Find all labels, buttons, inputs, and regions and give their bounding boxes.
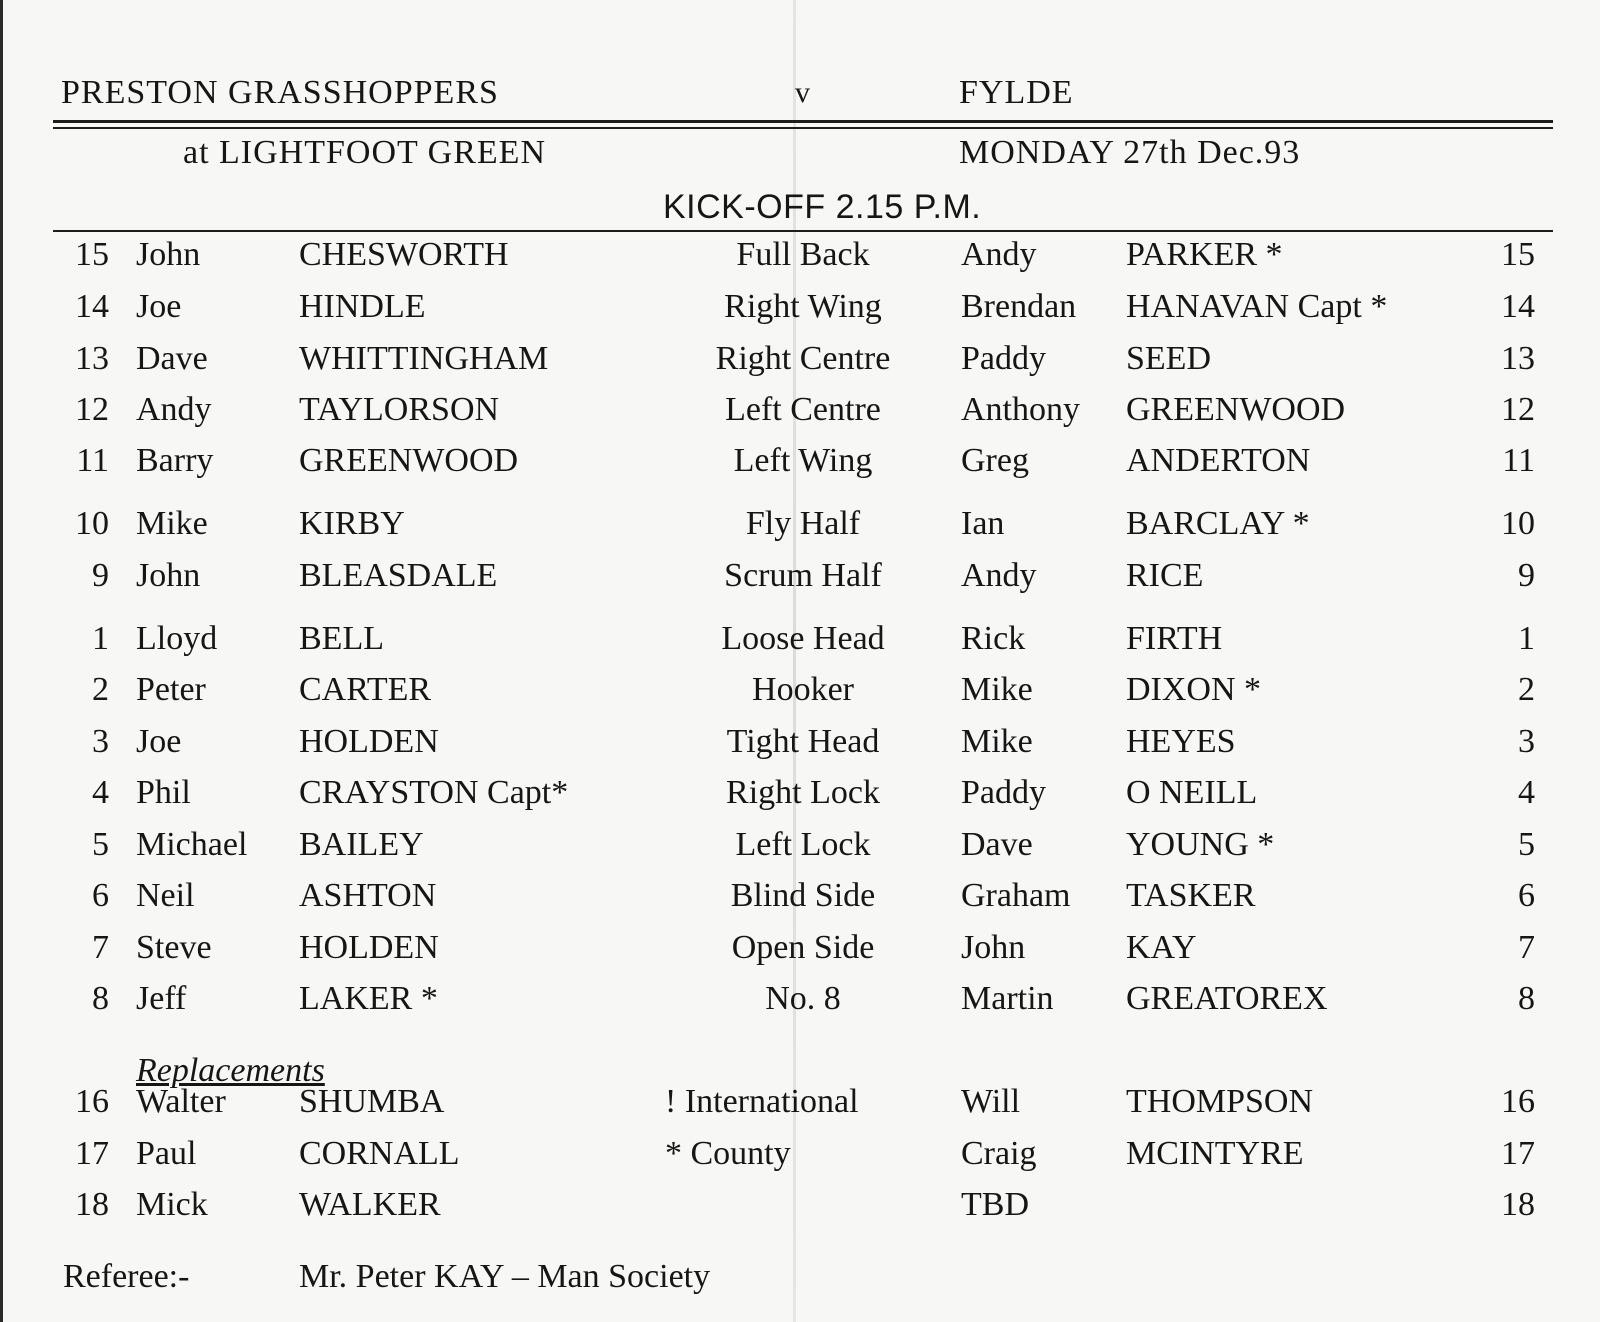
home-first-name: Steve bbox=[136, 929, 212, 966]
home-number: 16 bbox=[75, 1083, 109, 1120]
home-first-name: Walter bbox=[136, 1083, 226, 1120]
home-number: 1 bbox=[92, 620, 109, 657]
home-number: 10 bbox=[75, 505, 109, 542]
key-note: * County bbox=[665, 1135, 791, 1172]
lineup-rule bbox=[53, 230, 1553, 232]
home-first-name: Joe bbox=[136, 288, 182, 325]
player-row bbox=[3, 505, 1600, 553]
home-surname: TAYLORSON bbox=[299, 391, 500, 428]
away-number: 8 bbox=[1518, 980, 1535, 1017]
position: Loose Head bbox=[721, 620, 885, 657]
home-first-name: Peter bbox=[136, 671, 206, 708]
versus-label: v bbox=[795, 76, 811, 109]
home-number: 15 bbox=[75, 236, 109, 273]
away-first-name: Martin bbox=[961, 980, 1054, 1017]
referee-name: Mr. Peter KAY – Man Society bbox=[299, 1258, 711, 1295]
replacement-row bbox=[3, 1186, 1600, 1234]
away-number: 18 bbox=[1501, 1186, 1535, 1223]
away-surname: GREATOREX bbox=[1126, 980, 1328, 1017]
home-number: 14 bbox=[75, 288, 109, 325]
away-number: 12 bbox=[1501, 391, 1535, 428]
away-first-name: Greg bbox=[961, 442, 1029, 479]
position: Left Centre bbox=[725, 391, 881, 428]
home-first-name: Jeff bbox=[136, 980, 187, 1017]
away-surname: DIXON * bbox=[1126, 671, 1262, 708]
home-number: 11 bbox=[76, 442, 109, 479]
away-surname: ANDERTON bbox=[1126, 442, 1311, 479]
home-team-title: PRESTON GRASSHOPPERS bbox=[61, 74, 499, 111]
player-row bbox=[3, 620, 1600, 668]
away-first-name: Ian bbox=[961, 505, 1005, 542]
position: Fly Half bbox=[745, 505, 861, 542]
home-first-name: Lloyd bbox=[136, 620, 218, 657]
header-double-rule-top bbox=[53, 120, 1553, 123]
home-surname: CORNALL bbox=[299, 1135, 460, 1172]
home-number: 8 bbox=[92, 980, 109, 1017]
home-surname: CARTER bbox=[299, 671, 432, 708]
away-number: 3 bbox=[1518, 723, 1535, 760]
away-first-name: Andy bbox=[961, 557, 1037, 594]
home-surname: CRAYSTON Capt* bbox=[299, 774, 569, 811]
home-first-name: Andy bbox=[136, 391, 212, 428]
player-row bbox=[3, 236, 1600, 284]
away-number: 4 bbox=[1518, 774, 1535, 811]
home-first-name: Paul bbox=[136, 1135, 197, 1172]
away-first-name: Craig bbox=[961, 1135, 1037, 1172]
player-row bbox=[3, 391, 1600, 439]
home-surname: HOLDEN bbox=[299, 929, 439, 966]
away-number: 11 bbox=[1502, 442, 1535, 479]
replacements-heading: Replacements bbox=[136, 1052, 325, 1089]
away-first-name: John bbox=[961, 929, 1026, 966]
away-surname: PARKER * bbox=[1126, 236, 1283, 273]
home-first-name: Mick bbox=[136, 1186, 208, 1223]
away-number: 5 bbox=[1518, 826, 1535, 863]
away-first-name: Dave bbox=[961, 826, 1033, 863]
home-surname: KIRBY bbox=[299, 505, 405, 542]
home-number: 7 bbox=[92, 929, 109, 966]
home-surname: BLEASDALE bbox=[299, 557, 498, 594]
away-number: 1 bbox=[1518, 620, 1535, 657]
home-number: 2 bbox=[92, 671, 109, 708]
away-first-name: Paddy bbox=[961, 340, 1046, 377]
away-first-name: Anthony bbox=[961, 391, 1080, 428]
home-first-name: Mike bbox=[136, 505, 208, 542]
player-row bbox=[3, 980, 1600, 1028]
position: Blind Side bbox=[730, 877, 876, 914]
header-double-rule-bottom bbox=[53, 127, 1553, 129]
home-surname: SHUMBA bbox=[299, 1083, 445, 1120]
home-surname: GREENWOOD bbox=[299, 442, 519, 479]
home-first-name: Dave bbox=[136, 340, 208, 377]
away-number: 15 bbox=[1501, 236, 1535, 273]
home-first-name: Michael bbox=[136, 826, 248, 863]
venue: at LIGHTFOOT GREEN bbox=[183, 134, 546, 171]
home-surname: HINDLE bbox=[299, 288, 426, 325]
home-first-name: John bbox=[136, 236, 201, 273]
kickoff-time: KICK-OFF 2.15 P.M. bbox=[663, 188, 982, 226]
position: Right Wing bbox=[724, 288, 882, 325]
home-first-name: Barry bbox=[136, 442, 214, 479]
away-first-name: TBD bbox=[961, 1186, 1029, 1223]
home-surname: LAKER * bbox=[299, 980, 438, 1017]
player-row bbox=[3, 288, 1600, 336]
position: No. 8 bbox=[765, 980, 841, 1017]
referee-label: Referee:- bbox=[63, 1258, 190, 1295]
home-number: 9 bbox=[92, 557, 109, 594]
home-number: 5 bbox=[92, 826, 109, 863]
player-row bbox=[3, 723, 1600, 771]
home-first-name: John bbox=[136, 557, 201, 594]
position: Open Side bbox=[731, 929, 875, 966]
away-first-name: Mike bbox=[961, 671, 1033, 708]
replacement-row bbox=[3, 1135, 1600, 1183]
away-first-name: Paddy bbox=[961, 774, 1046, 811]
show-through-text bbox=[43, 0, 65, 68]
home-surname: CHESWORTH bbox=[299, 236, 509, 273]
away-team-title: FYLDE bbox=[959, 74, 1074, 111]
away-surname: HEYES bbox=[1126, 723, 1236, 760]
home-number: 18 bbox=[75, 1186, 109, 1223]
away-first-name: Will bbox=[961, 1083, 1021, 1120]
away-surname: RICE bbox=[1126, 557, 1204, 594]
away-number: 6 bbox=[1518, 877, 1535, 914]
player-row bbox=[3, 929, 1600, 977]
home-surname: WHITTINGHAM bbox=[299, 340, 549, 377]
away-surname: O NEILL bbox=[1126, 774, 1258, 811]
away-first-name: Graham bbox=[961, 877, 1071, 914]
position: Left Wing bbox=[733, 442, 873, 479]
away-first-name: Rick bbox=[961, 620, 1026, 657]
position: Right Centre bbox=[715, 340, 891, 377]
home-number: 13 bbox=[75, 340, 109, 377]
position: Hooker bbox=[752, 671, 854, 708]
player-row bbox=[3, 340, 1600, 388]
away-surname: MCINTYRE bbox=[1126, 1135, 1304, 1172]
away-number: 10 bbox=[1501, 505, 1535, 542]
key-note: ! International bbox=[665, 1083, 859, 1120]
away-number: 2 bbox=[1518, 671, 1535, 708]
away-first-name: Brendan bbox=[961, 288, 1077, 325]
home-number: 3 bbox=[92, 723, 109, 760]
player-row bbox=[3, 671, 1600, 719]
replacement-row bbox=[3, 1083, 1600, 1131]
away-number: 7 bbox=[1518, 929, 1535, 966]
player-row bbox=[3, 826, 1600, 874]
away-surname: SEED bbox=[1126, 340, 1211, 377]
away-surname: BARCLAY * bbox=[1126, 505, 1310, 542]
position: Right Lock bbox=[726, 774, 880, 811]
away-number: 16 bbox=[1501, 1083, 1535, 1120]
position: Left Lock bbox=[735, 826, 871, 863]
away-surname: YOUNG * bbox=[1126, 826, 1275, 863]
home-number: 4 bbox=[92, 774, 109, 811]
home-number: 17 bbox=[75, 1135, 109, 1172]
home-first-name: Neil bbox=[136, 877, 195, 914]
home-first-name: Phil bbox=[136, 774, 191, 811]
home-number: 12 bbox=[75, 391, 109, 428]
match-date: MONDAY 27th Dec.93 bbox=[959, 134, 1301, 171]
home-surname: BELL bbox=[299, 620, 384, 657]
home-surname: HOLDEN bbox=[299, 723, 439, 760]
away-surname: KAY bbox=[1126, 929, 1197, 966]
away-surname: HANAVAN Capt * bbox=[1126, 288, 1388, 325]
home-number: 6 bbox=[92, 877, 109, 914]
away-number: 9 bbox=[1518, 557, 1535, 594]
home-surname: BAILEY bbox=[299, 826, 424, 863]
player-row bbox=[3, 877, 1600, 925]
position: Full Back bbox=[736, 236, 870, 273]
away-number: 14 bbox=[1501, 288, 1535, 325]
player-row bbox=[3, 774, 1600, 822]
home-surname: WALKER bbox=[299, 1186, 441, 1223]
away-surname: THOMPSON bbox=[1126, 1083, 1314, 1120]
player-row bbox=[3, 557, 1600, 605]
position: Scrum Half bbox=[724, 557, 882, 594]
away-surname: GREENWOOD bbox=[1126, 391, 1346, 428]
player-row bbox=[3, 442, 1600, 490]
away-number: 17 bbox=[1501, 1135, 1535, 1172]
home-first-name: Joe bbox=[136, 723, 182, 760]
away-surname: FIRTH bbox=[1126, 620, 1223, 657]
position: Tight Head bbox=[726, 723, 880, 760]
away-first-name: Andy bbox=[961, 236, 1037, 273]
away-first-name: Mike bbox=[961, 723, 1033, 760]
home-surname: ASHTON bbox=[299, 877, 437, 914]
away-number: 13 bbox=[1501, 340, 1535, 377]
away-surname: TASKER bbox=[1126, 877, 1256, 914]
